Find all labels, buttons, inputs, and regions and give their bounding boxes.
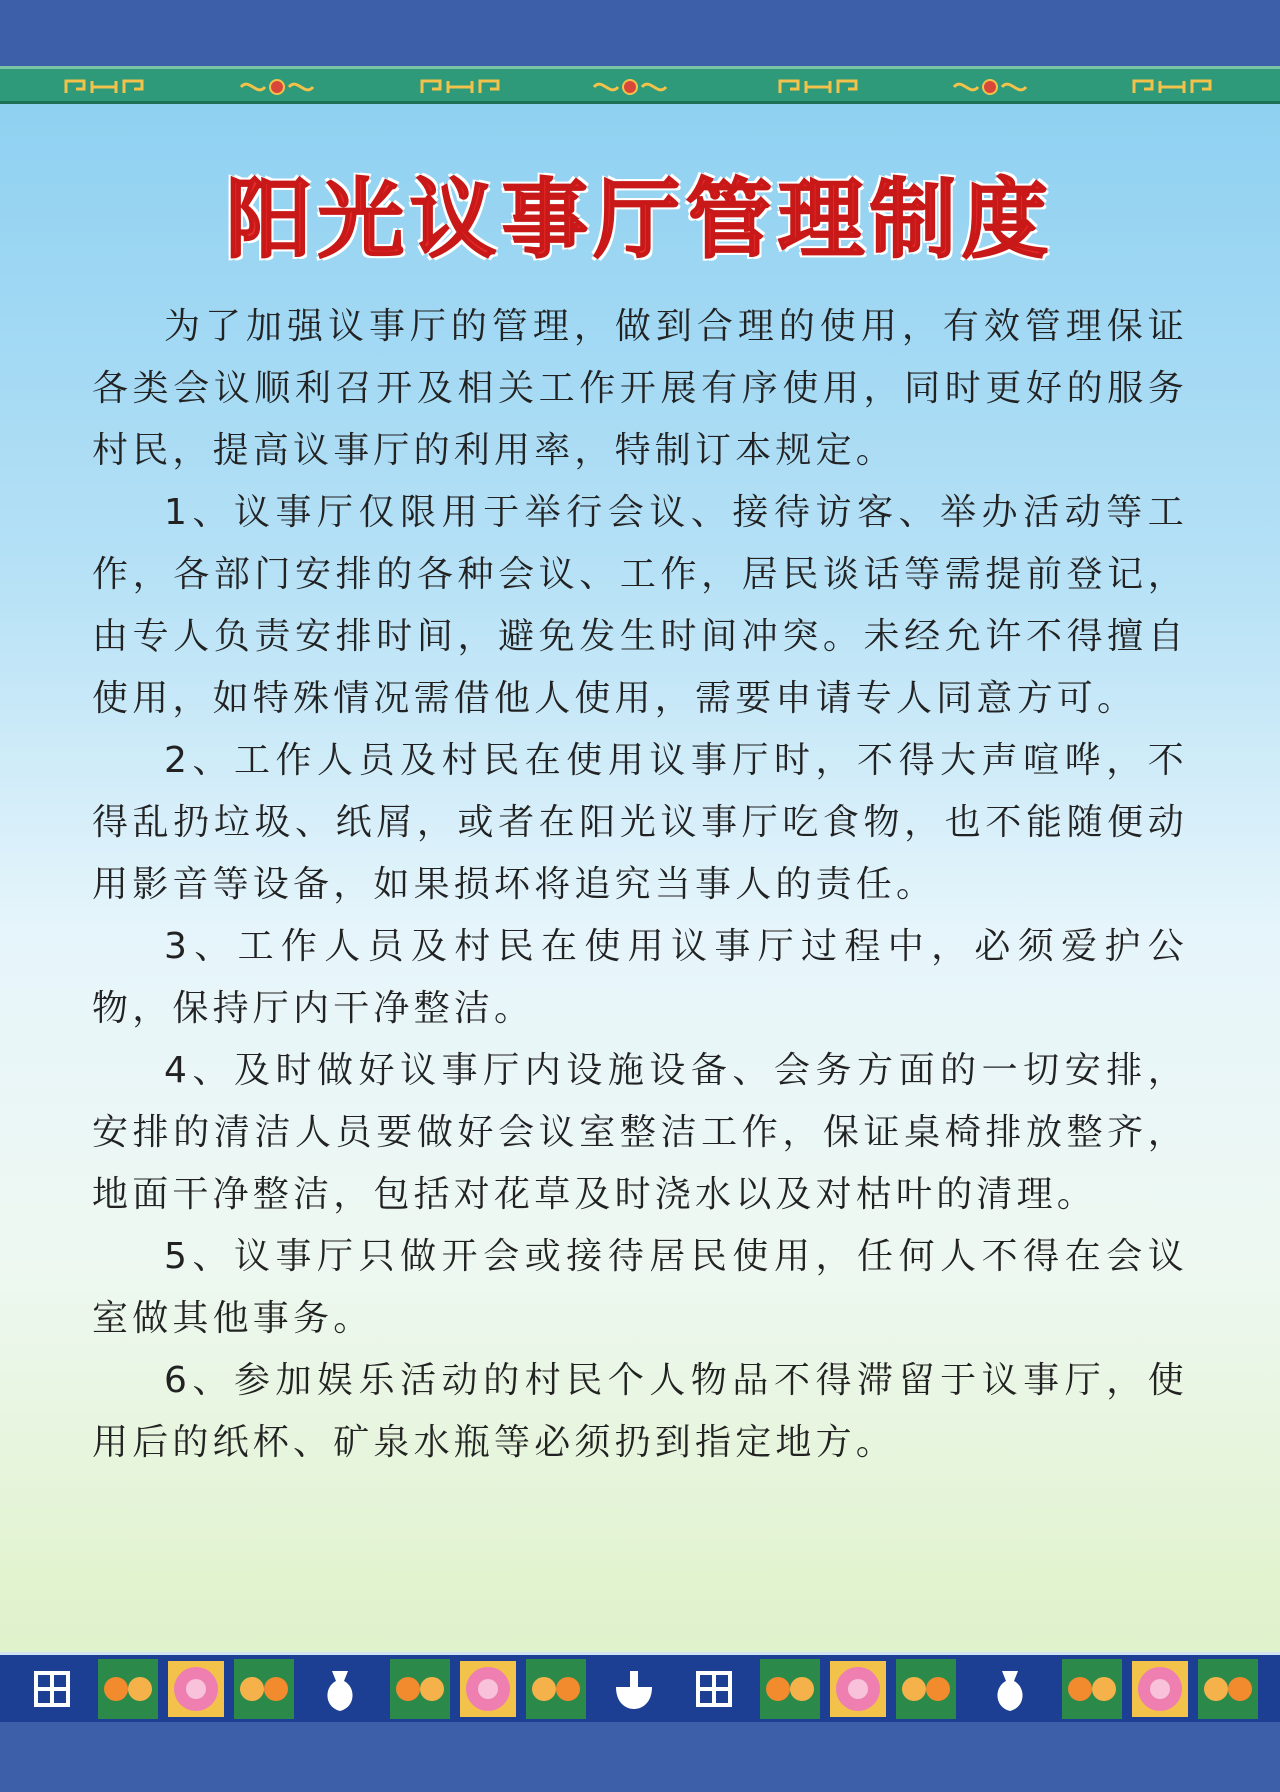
top-ornament-strip: [0, 66, 1280, 104]
flower-icon: [524, 1657, 588, 1721]
rule-item: 1、议事厅仅限用于举行会议、接待访客、举办活动等工作，各部门安排的各种会议、工作，居民谈话等需提前登记，由专人负责安排时间，避免发生时间冲突。未经允许不得擅自使用，如特殊情况需借他人使用，需要申请专人同意方可。: [92, 492, 1188, 719]
flower-icon: [388, 1657, 452, 1721]
page-title: 阳光议事厅管理制度: [226, 170, 1054, 270]
lotus-icon: [456, 1657, 520, 1721]
cloud-scroll-ornament-icon: [1130, 77, 1214, 97]
knot-ornament-icon: [235, 77, 319, 97]
bottom-blue-band: [0, 1722, 1280, 1792]
lotus-icon: [164, 1657, 228, 1721]
cloud-scroll-ornament-icon: [418, 77, 502, 97]
flower-icon: [1060, 1657, 1124, 1721]
rule-item: 3、工作人员及村民在使用议事厅过程中，必须爱护公物，保持厅内干净整洁。: [92, 926, 1188, 1029]
lotus-icon: [1128, 1657, 1192, 1721]
intro-paragraph: 为了加强议事厅的管理，做到合理的使用，有效管理保证各类会议顺利召开及相关工作开展有序使用，同时更好的服务村民，提高议事厅的利用率，特制订本规定。: [92, 306, 1188, 471]
bottom-decorative-border: [0, 1652, 1280, 1724]
knot-ornament-icon: [948, 77, 1032, 97]
cloud-scroll-ornament-icon: [776, 77, 860, 97]
rule-item: 5、议事厅只做开会或接待居民使用，任何人不得在会议室做其他事务。: [92, 1236, 1188, 1339]
endless-knot-icon: [682, 1657, 746, 1721]
treasure-vase-icon: [308, 1657, 372, 1721]
lotus-icon: [826, 1657, 890, 1721]
cloud-scroll-ornament-icon: [62, 77, 146, 97]
treasure-vase-icon: [978, 1657, 1042, 1721]
flower-icon: [894, 1657, 958, 1721]
rule-item: 4、及时做好议事厅内设施设备、会务方面的一切安排，安排的清洁人员要做好会议室整洁工作，保证桌椅排放整齐，地面干净整洁，包括对花草及时浇水以及对枯叶的清理。: [92, 1050, 1188, 1215]
flower-icon: [1196, 1657, 1260, 1721]
flower-icon: [96, 1657, 160, 1721]
flower-icon: [758, 1657, 822, 1721]
rule-item: 2、工作人员及村民在使用议事厅时，不得大声喧哗，不得乱扔垃圾、纸屑，或者在阳光议事厅吃食物，也不能随便动用影音等设备，如果损坏将追究当事人的责任。: [92, 740, 1188, 905]
flower-icon: [232, 1657, 296, 1721]
top-blue-band: [0, 0, 1280, 66]
incense-burner-icon: [602, 1657, 666, 1721]
regulation-body: [92, 296, 1188, 1474]
rule-item: 6、参加娱乐活动的村民个人物品不得滞留于议事厅，使用后的纸杯、矿泉水瓶等必须扔到指定地方。: [92, 1360, 1188, 1463]
endless-knot-icon: [20, 1657, 84, 1721]
knot-ornament-icon: [588, 77, 672, 97]
